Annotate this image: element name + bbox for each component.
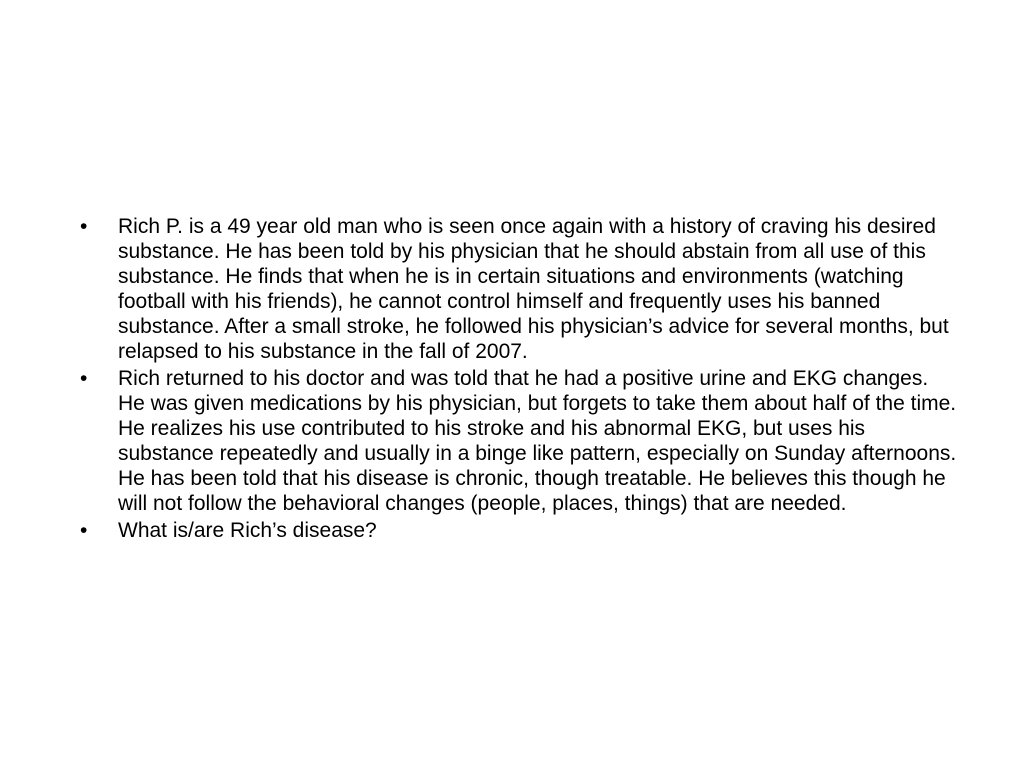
bullet-list <box>80 214 960 545</box>
bullet-icon: • <box>80 519 88 542</box>
bullet-text: Rich P. is a 49 year old man who is seen once again with a history of craving his desired substance. He has been told by his physician that he should abstain from all use of this substance. He finds that when he is in certain situations and environments (watching football with his friends), he cannot control himself and frequently uses his banned substance. After a small stroke, he followed his physician’s advice for several months, but relapsed to his substance in the fall of 2007. <box>118 215 949 363</box>
bullet-text: What is/are Rich’s disease? <box>118 519 377 542</box>
bullet-icon: • <box>80 367 88 390</box>
bullet-item-follow-up <box>80 366 960 516</box>
bullet-item-case-history <box>80 214 960 364</box>
bullet-item-question <box>80 518 960 543</box>
bullet-text: Rich returned to his doctor and was told that he had a positive urine and EKG changes. He was given medications by his physician, but forgets to take them about half of the time. He realizes his use contributed to his stroke and his abnormal EKG, but uses his substance repeatedly and usually in a binge like pattern, especially on Sunday afternoons. He has been told that his disease is chronic, though treatable. He believes this though he will not follow the behavioral changes (people, places, things) that are needed. <box>118 367 957 515</box>
bullet-icon: • <box>80 215 88 238</box>
